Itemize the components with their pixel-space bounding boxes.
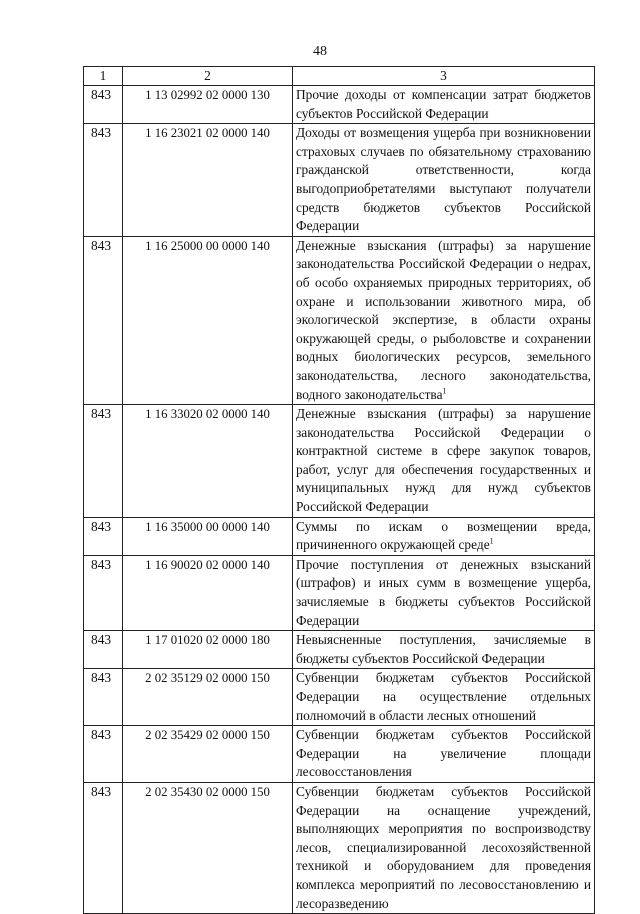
table-row <box>84 124 595 237</box>
column-header-1: 1 <box>84 67 123 86</box>
description-cell <box>293 726 595 783</box>
footnote-marker: 1 <box>442 386 447 396</box>
budget-code-cell: 1 16 35000 00 0000 140 <box>123 517 293 555</box>
description-cell <box>293 517 595 555</box>
budget-code-cell: 2 02 35129 02 0000 150 <box>123 669 293 726</box>
table-header-row <box>84 67 595 86</box>
budget-code-cell: 1 16 25000 00 0000 140 <box>123 236 293 404</box>
admin-code-cell: 843 <box>84 782 123 913</box>
column-header-3: 3 <box>293 67 595 86</box>
table-row <box>84 236 595 404</box>
budget-code-cell: 2 02 35429 02 0000 150 <box>123 726 293 783</box>
admin-code-cell: 843 <box>84 726 123 783</box>
description-text: Субвенции бюджетам субъектов Российской Федерации на осуществление отдельных полномочий в области лесных отношений <box>296 670 591 723</box>
table-row <box>84 726 595 783</box>
footnote-marker: 1 <box>489 536 494 546</box>
description-cell <box>293 124 595 237</box>
table-row <box>84 782 595 913</box>
description-text: Прочие поступления от денежных взысканий (штрафов) и иных сумм в возмещение ущерба, зачисляемые в бюджеты субъектов Российской Федерации <box>296 556 591 628</box>
description-text: Денежные взыскания (штрафы) за нарушение законодательства Российской Федерации о контрактной системе в сфере закупок товаров, работ, услуг для обеспечения государственных и муниципальных нужд для нужд субъектов Российской Федерации <box>296 406 591 515</box>
description-text: Субвенции бюджетам субъектов Российской Федерации на увеличение площади лесовосстановления <box>296 727 591 780</box>
budget-code-cell: 1 17 01020 02 0000 180 <box>123 631 293 669</box>
admin-code-cell: 843 <box>84 86 123 124</box>
table-row <box>84 631 595 669</box>
description-cell <box>293 405 595 518</box>
budget-code-cell: 2 02 35430 02 0000 150 <box>123 782 293 913</box>
admin-code-cell: 843 <box>84 517 123 555</box>
admin-code-cell: 843 <box>84 124 123 237</box>
admin-code-cell: 843 <box>84 555 123 630</box>
description-cell <box>293 555 595 630</box>
description-text: Субвенции бюджетам субъектов Российской Федерации на оснащение учреждений, выполняющих мероприятия по воспроизводству лесов, специализированной лесохозяйственной техникой и оборудованием для проведения комплекса мероприятий по лесовосстановлению и лесоразведению <box>296 783 591 911</box>
budget-code-cell: 1 13 02992 02 0000 130 <box>123 86 293 124</box>
description-cell <box>293 782 595 913</box>
admin-code-cell: 843 <box>84 669 123 726</box>
column-header-2: 2 <box>123 67 293 86</box>
description-text: Денежные взыскания (штрафы) за нарушение законодательства Российской Федерации о недрах, об особо охраняемых природных территориях, об охране и использовании животного мира, об экологической экспертизе, в области охраны окружающей среды, о рыболовстве и сохранении водных биологических ресурсов, земельного законодательства, лесного законодательства, водного законодательства <box>296 237 591 402</box>
table-row <box>84 669 595 726</box>
table-row <box>84 555 595 630</box>
description-text: Суммы по искам о возмещении вреда, причиненного окружающей среде <box>296 518 591 553</box>
description-cell <box>293 86 595 124</box>
table-row <box>84 86 595 124</box>
table-row <box>84 517 595 555</box>
description-text: Прочие доходы от компенсации затрат бюджетов субъектов Российской Федерации <box>296 87 591 121</box>
admin-code-cell: 843 <box>84 631 123 669</box>
description-cell <box>293 631 595 669</box>
description-cell <box>293 669 595 726</box>
table-row <box>84 405 595 518</box>
description-text: Невыясненные поступления, зачисляемые в бюджеты субъектов Российской Федерации <box>296 632 591 666</box>
budget-code-cell: 1 16 23021 02 0000 140 <box>123 124 293 237</box>
page-number: 48 <box>313 44 327 59</box>
income-codes-table <box>83 66 595 914</box>
admin-code-cell: 843 <box>84 405 123 518</box>
description-text: Доходы от возмещения ущерба при возникновении страховых случаев по обязательному страхованию гражданской ответственности, когда выгодоприобретателями выступают получатели средств бюджетов субъектов Российской Федерации <box>296 125 591 234</box>
budget-code-cell: 1 16 90020 02 0000 140 <box>123 555 293 630</box>
admin-code-cell: 843 <box>84 236 123 404</box>
budget-code-cell: 1 16 33020 02 0000 140 <box>123 405 293 518</box>
description-cell <box>293 236 595 404</box>
